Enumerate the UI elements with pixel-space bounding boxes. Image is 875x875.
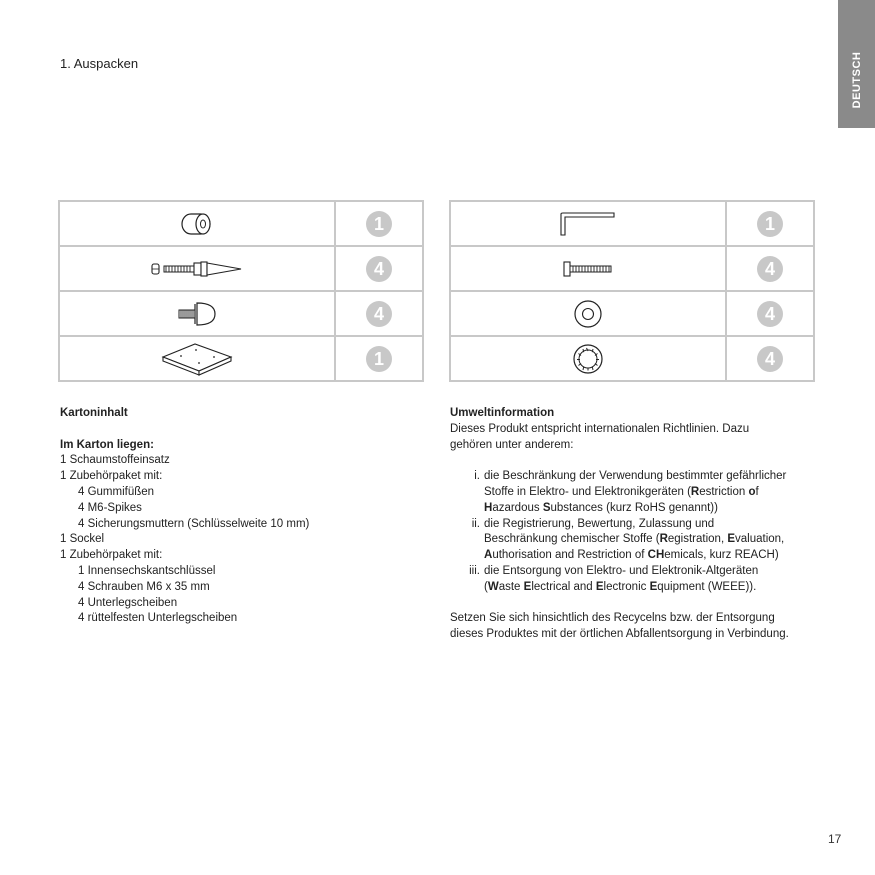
text-segment: Stoffe in Elektro- und Elektronikgeräten ( xyxy=(484,485,691,498)
bold-initial: E xyxy=(727,533,736,546)
list-item-line xyxy=(484,517,820,533)
bold-initial: E xyxy=(595,580,604,593)
table-row xyxy=(450,201,814,246)
environment-intro-line: gehören unter anderem: xyxy=(450,438,574,451)
bold-initial: S xyxy=(542,501,551,514)
text-segment: aste xyxy=(498,580,524,593)
allen-key-icon xyxy=(450,201,726,246)
text-segment: emicals, kurz REACH) xyxy=(664,549,779,562)
text-segment: quipment (WEEE)). xyxy=(657,580,757,593)
bold-initial: R xyxy=(659,533,668,546)
bold-initial: H xyxy=(484,501,493,514)
quantity-badge: 1 xyxy=(366,346,392,372)
contents-line: 1 Sockel xyxy=(60,533,105,546)
page-number: 17 xyxy=(828,832,842,846)
contents-section xyxy=(60,406,420,627)
list-item-line xyxy=(484,469,820,485)
bold-initial: R xyxy=(690,485,700,498)
contents-line: 4 rüttelfesten Unterlegscheiben xyxy=(78,612,238,625)
quantity-badge: 4 xyxy=(757,256,783,282)
text-segment: f xyxy=(755,485,759,498)
text-segment: ( xyxy=(484,580,488,593)
list-numeral: ii. xyxy=(471,517,480,530)
text-segment: die Beschränkung der Verwendung bestimmter gefährlicher xyxy=(484,470,787,483)
table-row xyxy=(59,336,423,381)
bold-initial: A xyxy=(484,549,493,562)
contents-line: 4 Unterlegscheiben xyxy=(78,596,178,609)
contents-line: 4 Gummifüßen xyxy=(78,485,155,498)
language-tab-label: DEUTSCH xyxy=(850,51,863,109)
text-segment: uthorisation and Restriction of xyxy=(492,549,648,562)
table-row xyxy=(450,246,814,291)
quantity-badge: 4 xyxy=(757,301,783,327)
environment-list-item xyxy=(450,517,820,564)
text-segment: egistration, xyxy=(667,533,728,546)
environment-list-item xyxy=(450,564,820,596)
washer-icon xyxy=(450,291,726,336)
quantity-badge: 1 xyxy=(366,211,392,237)
list-item-line xyxy=(484,564,820,580)
spike-screw-icon xyxy=(59,246,335,291)
list-item-line xyxy=(484,485,820,501)
list-numeral: iii. xyxy=(469,564,480,577)
list-numeral: i. xyxy=(474,470,480,483)
contents-line: 4 Schrauben M6 x 35 mm xyxy=(78,580,210,593)
table-row xyxy=(59,201,423,246)
quantity-badge: 4 xyxy=(366,256,392,282)
environment-outro-line: Setzen Sie sich hinsichtlich des Recycelns bzw. der Entsorgung xyxy=(450,612,775,625)
bold-initial: E xyxy=(523,580,532,593)
environment-list xyxy=(450,469,820,595)
quantity-badge: 4 xyxy=(366,301,392,327)
contents-subtitle: Im Karton liegen: xyxy=(60,438,154,451)
text-segment: lectrical and xyxy=(531,580,596,593)
list-item-line xyxy=(484,580,820,596)
bold-initial: o xyxy=(748,485,756,498)
list-item-line xyxy=(484,548,820,564)
parts-table-right xyxy=(449,200,815,382)
lock-washer-icon xyxy=(450,336,726,381)
table-row xyxy=(59,291,423,336)
contents-line: 1 Schaumstoffeinsatz xyxy=(60,454,170,467)
text-segment: die Registrierung, Bewertung, Zulassung und xyxy=(484,517,715,530)
text-segment: estriction xyxy=(699,485,749,498)
table-row xyxy=(450,291,814,336)
bold-initial: W xyxy=(487,580,499,593)
language-tab xyxy=(838,0,875,128)
contents-list xyxy=(60,453,420,627)
bold-initial: E xyxy=(649,580,658,593)
environment-section xyxy=(450,406,820,643)
text-segment: lectronic xyxy=(603,580,650,593)
environment-intro-line: Dieses Produkt entspricht internationalen Richtlinien. Dazu xyxy=(450,422,750,435)
text-segment: Beschränkung chemischer Stoffe ( xyxy=(484,533,660,546)
quantity-badge: 1 xyxy=(757,211,783,237)
text-segment: valuation, xyxy=(735,533,785,546)
foam-cylinder-icon xyxy=(59,201,335,246)
parts-table-left xyxy=(58,200,424,382)
rubber-foot-icon xyxy=(59,291,335,336)
table-row xyxy=(450,336,814,381)
list-item-line xyxy=(484,532,820,548)
table-row xyxy=(59,246,423,291)
base-plate-icon xyxy=(59,336,335,381)
contents-line: 4 M6-Spikes xyxy=(78,501,142,514)
contents-line: 1 Innensechskantschlüssel xyxy=(78,564,216,577)
contents-line: 4 Sicherungsmuttern (Schlüsselweite 10 mm) xyxy=(78,517,310,530)
contents-line: 1 Zubehörpaket mit: xyxy=(60,470,163,483)
section-heading: 1. Auspacken xyxy=(60,56,139,71)
text-segment: die Entsorgung von Elektro- und Elektronik-Altgeräten xyxy=(484,564,759,577)
environment-title: Umweltinformation xyxy=(450,407,555,419)
environment-list-item xyxy=(450,469,820,516)
contents-title: Kartoninhalt xyxy=(60,407,128,419)
list-item-line xyxy=(484,501,820,517)
environment-outro-line: dieses Produktes mit der örtlichen Abfallentsorgung in Verbindung. xyxy=(450,628,789,641)
contents-line: 1 Zubehörpaket mit: xyxy=(60,549,163,562)
text-segment: azardous xyxy=(492,501,543,514)
quantity-badge: 4 xyxy=(757,346,783,372)
bold-initial: CH xyxy=(647,549,665,562)
screw-m6-icon xyxy=(450,246,726,291)
text-segment: ubstances (kurz RoHS genannt)) xyxy=(550,501,718,514)
